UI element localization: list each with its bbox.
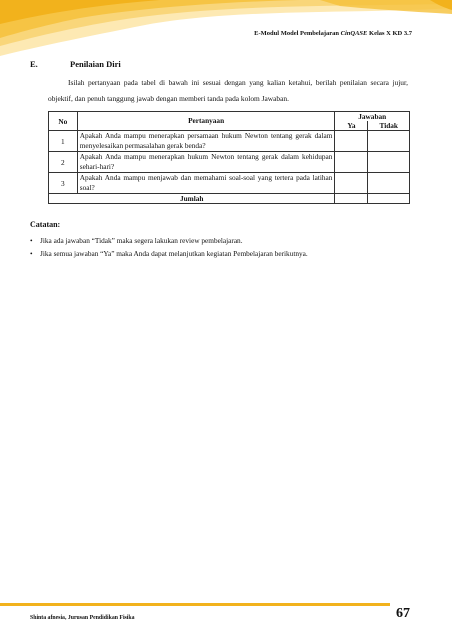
- total-label: Jumlah: [49, 194, 335, 204]
- list-item: • Jika ada jawaban “Tidak” maka segera lakukan review pembelajaran.: [30, 236, 243, 245]
- row-question: Apakah Anda mampu menjawab dan memahami soal-soal yang tertera pada latihan soal?: [77, 173, 335, 194]
- header-yes: Ya: [335, 121, 368, 131]
- answer-no-cell[interactable]: [368, 173, 410, 194]
- row-question: Apakah Anda mampu menerapkan persamaan hukum Newton tentang gerak dalam menyelesaikan permasalahan gerak benda?: [77, 131, 335, 152]
- row-number: 3: [49, 173, 78, 194]
- module-header-title: E-Modul Model Pembelajaran CinQASE Kelas X KD 3.7: [254, 30, 412, 37]
- self-assessment-table: [48, 111, 410, 204]
- row-question: Apakah Anda mampu menerapkan hukum Newton tentang gerak dalam kehidupan sehari-hari?: [77, 152, 335, 173]
- instructions-paragraph: Isilah pertanyaan pada tabel di bawah ini sesuai dengan yang kalian ketahui, berilah penilaian secara jujur, objektif, dan penuh tanggung jawab dengan memberi tanda pada kolom Jawaban.: [48, 78, 408, 103]
- answer-yes-cell[interactable]: [335, 173, 368, 194]
- list-item: • Jika semua jawaban “Ya” maka Anda dapat melanjutkan kegiatan Pembelajaran berikutnya.: [30, 249, 308, 258]
- row-number: 2: [49, 152, 78, 173]
- table-row: [49, 173, 410, 194]
- answer-no-cell[interactable]: [368, 131, 410, 152]
- table-header-row: [49, 112, 410, 122]
- bullet-icon: •: [30, 236, 33, 245]
- row-number: 1: [49, 131, 78, 152]
- footer-divider: [0, 603, 390, 606]
- header-no-answer: Tidak: [368, 121, 410, 131]
- section-title: Penilaian Diri: [70, 59, 121, 69]
- answer-yes-cell[interactable]: [335, 131, 368, 152]
- total-row: [49, 194, 410, 204]
- bullet-icon: •: [30, 249, 33, 258]
- footer-author: Shinta afnesia, Jurusan Pendidikan Fisika: [30, 615, 135, 621]
- table-row: [49, 131, 410, 152]
- header-answer: Jawaban: [335, 112, 410, 122]
- section-number: E.: [30, 59, 38, 69]
- notes-list: [30, 234, 410, 260]
- total-yes-cell: [335, 194, 368, 204]
- answer-no-cell[interactable]: [368, 152, 410, 173]
- notes-title: Catatan:: [30, 220, 61, 229]
- total-no-cell: [368, 194, 410, 204]
- section-heading: [30, 59, 121, 69]
- header-no: No: [49, 112, 78, 131]
- header-question: Pertanyaan: [77, 112, 335, 131]
- answer-yes-cell[interactable]: [335, 152, 368, 173]
- page-number: 67: [396, 606, 410, 621]
- table-row: [49, 152, 410, 173]
